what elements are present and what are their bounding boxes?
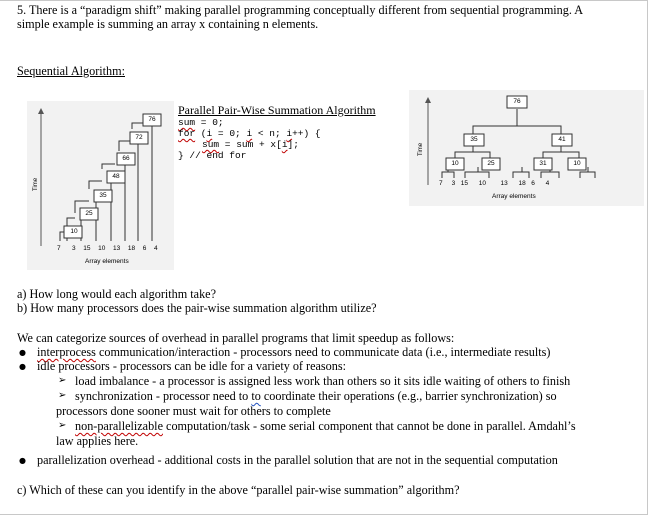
x-value: 13 xyxy=(500,180,508,187)
code-line-3 xyxy=(202,139,299,150)
code-token: = 0; xyxy=(212,128,247,139)
question-c: c) Which of these can you identify in the above “parallel pair-wise summation” algorithm? xyxy=(17,483,460,497)
text: computation/task - some serial component that cannot be done in parallel. Amdahl’s xyxy=(162,419,576,433)
seq-box-label: 10 xyxy=(70,228,78,235)
code-token: ]; xyxy=(287,139,299,150)
x-value: 15 xyxy=(83,245,91,252)
question-a: a) How long would each algorithm take? xyxy=(17,287,216,301)
overhead-intro: We can categorize sources of overhead in parallel programs that limit speedup as follows: xyxy=(17,331,455,345)
par-box-label: 35 xyxy=(470,136,478,143)
text: to xyxy=(251,389,261,403)
seq-ylabel: Time xyxy=(33,177,39,191)
code-token: = sum + x[ xyxy=(219,139,282,150)
code-title: Parallel Pair-Wise Summation Algorithm xyxy=(178,103,376,117)
code-line-2 xyxy=(178,128,321,139)
x-value: 18 xyxy=(518,180,526,187)
x-value: 18 xyxy=(127,245,136,252)
x-value: 13 xyxy=(113,245,121,252)
x-value: 6 xyxy=(531,180,535,187)
par-box-label: 76 xyxy=(513,98,521,105)
code-token: i xyxy=(206,128,213,139)
code-token: i xyxy=(246,128,253,139)
overhead-bullet-3: parallelization overhead - additional costs in the parallel solution that are not in the sequential computation xyxy=(37,453,558,467)
bullet-dot-icon: ● xyxy=(19,456,26,465)
code-line-1 xyxy=(178,117,224,128)
code-token: < n; xyxy=(252,128,287,139)
question5-line1: 5. There is a “paradigm shift” making parallel programming conceptually different from sequential programming. A xyxy=(17,3,584,17)
par-box-label: 10 xyxy=(573,160,581,167)
par-x-values xyxy=(439,179,549,188)
bullet-dot-icon: ● xyxy=(19,348,26,357)
code-token: ++) { xyxy=(292,128,321,139)
code-token: i xyxy=(286,128,293,139)
par-box-label: 41 xyxy=(558,136,566,143)
x-value: 3 xyxy=(451,180,456,187)
code-token: for xyxy=(178,128,196,139)
arrow-bullet-icon: ➢ xyxy=(58,375,67,386)
overhead-sub-2-cont: processors done sooner must wait for others to complete xyxy=(56,404,331,418)
text: coordinate their operations (e.g., barrier synchronization) so xyxy=(260,389,557,403)
overhead-sub-3 xyxy=(75,419,576,433)
question-b: b) How many processors does the pair-wise summation algorithm utilize? xyxy=(17,301,377,315)
page-border-top xyxy=(0,0,648,1)
x-value: 10 xyxy=(98,245,106,252)
sequential-figure xyxy=(27,101,174,270)
parallel-figure xyxy=(409,90,644,206)
overhead-sub-1: load imbalance - a processor is assigned less work than others so it sits idle waiting of others to finish xyxy=(75,374,571,388)
term: interprocess xyxy=(37,345,96,359)
code-token: sum xyxy=(178,117,196,128)
x-value: 10 xyxy=(478,180,487,187)
arrow-bullet-icon: ➢ xyxy=(58,420,67,431)
code-line-4: } // end for xyxy=(178,150,247,161)
code-token: = 0; xyxy=(195,117,224,128)
par-boxes xyxy=(446,96,586,170)
arrow-bullet-icon: ➢ xyxy=(58,390,67,401)
par-ylabel: Time xyxy=(418,142,424,156)
code-token: ( xyxy=(195,128,207,139)
x-value: 7 xyxy=(57,245,61,252)
term: non-parallelizable xyxy=(75,419,163,433)
x-value: 15 xyxy=(460,180,468,187)
seq-box-label: 48 xyxy=(112,173,120,180)
sequential-heading: Sequential Algorithm: xyxy=(17,64,125,78)
bullet-dot-icon: ● xyxy=(19,362,26,371)
text: synchronization - processor need to xyxy=(75,389,252,403)
code-token: sum xyxy=(202,139,220,150)
parallel-figure-svg xyxy=(409,90,644,206)
overhead-bullet-1 xyxy=(37,345,550,359)
x-value: 4 xyxy=(153,245,158,252)
seq-box-label: 76 xyxy=(148,116,156,123)
x-value: 3 xyxy=(72,245,76,252)
x-value: 4 xyxy=(545,180,550,187)
overhead-sub-2 xyxy=(75,389,557,403)
x-value: 6 xyxy=(142,245,147,252)
par-box-label: 31 xyxy=(539,160,547,167)
seq-box-label: 25 xyxy=(85,210,93,217)
seq-box-label: 72 xyxy=(135,134,143,141)
code-token: i xyxy=(281,139,288,150)
par-box-label: 10 xyxy=(451,160,459,167)
seq-box-label: 66 xyxy=(122,155,130,162)
overhead-sub-3-cont: law applies here. xyxy=(56,434,139,448)
par-xlabel: Array elements xyxy=(492,193,536,200)
question5-line2: simple example is summing an array x containing n elements. xyxy=(17,17,319,31)
seq-xlabel: Array elements xyxy=(85,258,129,265)
seq-box-label: 35 xyxy=(99,192,107,199)
x-value: 7 xyxy=(439,180,443,187)
overhead-bullet-2: idle processors - processors can be idle for a variety of reasons: xyxy=(37,359,346,373)
par-box-label: 25 xyxy=(487,160,495,167)
seq-x-values xyxy=(57,244,158,253)
text: communication/interaction - processors need to communicate data (i.e., intermediate results) xyxy=(95,345,551,359)
